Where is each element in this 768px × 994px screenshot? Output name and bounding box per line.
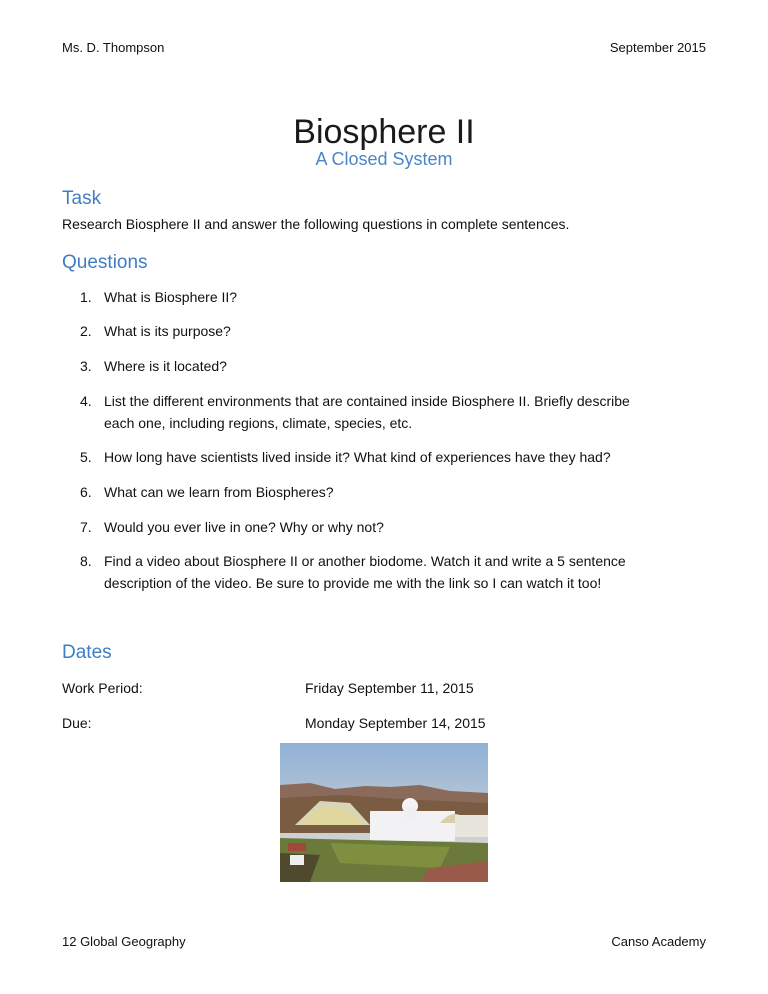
question-text: How long have scientists lived inside it? What kind of experiences have they had? [104, 449, 611, 465]
page-subtitle: A Closed System [315, 149, 453, 169]
question-text: List the different environments that are contained inside Biosphere II. Briefly describe [104, 393, 630, 409]
question-number: 5. [80, 449, 92, 465]
biosphere-photo [280, 743, 488, 882]
footer-course: 12 Global Geography [62, 934, 186, 949]
task-text: Research Biosphere II and answer the following questions in complete sentences. [62, 216, 570, 232]
question-text: Where is it located? [104, 358, 227, 374]
question-text-continued: each one, including regions, climate, species, etc. [104, 415, 413, 431]
question-text: What can we learn from Biospheres? [104, 484, 334, 500]
question-text: Find a video about Biosphere II or another biodome. Watch it and write a 5 sentence [104, 553, 626, 569]
questions-heading: Questions [62, 252, 148, 273]
page-title: Biosphere II [293, 113, 475, 151]
footer-school: Canso Academy [611, 934, 706, 949]
dates-heading: Dates [62, 642, 112, 663]
question-text: What is Biosphere II? [104, 289, 238, 305]
header-date: September 2015 [609, 40, 706, 55]
question-number: 7. [80, 519, 92, 535]
due-label: Due: [62, 715, 92, 731]
header-author: Ms. D. Thompson [62, 40, 165, 55]
question-number: 8. [80, 553, 92, 569]
question-text: Would you ever live in one? Why or why not? [104, 519, 384, 535]
question-text-continued: description of the video. Be sure to provide me with the link so I can watch it too! [104, 575, 602, 591]
work-period-label: Work Period: [62, 680, 143, 696]
task-heading: Task [62, 188, 102, 209]
work-period-value: Friday September 11, 2015 [305, 680, 474, 696]
question-number: 6. [80, 484, 92, 500]
question-number: 1. [80, 289, 92, 305]
question-text: What is its purpose? [104, 323, 231, 339]
question-number: 3. [80, 358, 92, 374]
due-value: Monday September 14, 2015 [305, 715, 486, 731]
question-number: 4. [80, 393, 92, 409]
question-number: 2. [80, 323, 92, 339]
